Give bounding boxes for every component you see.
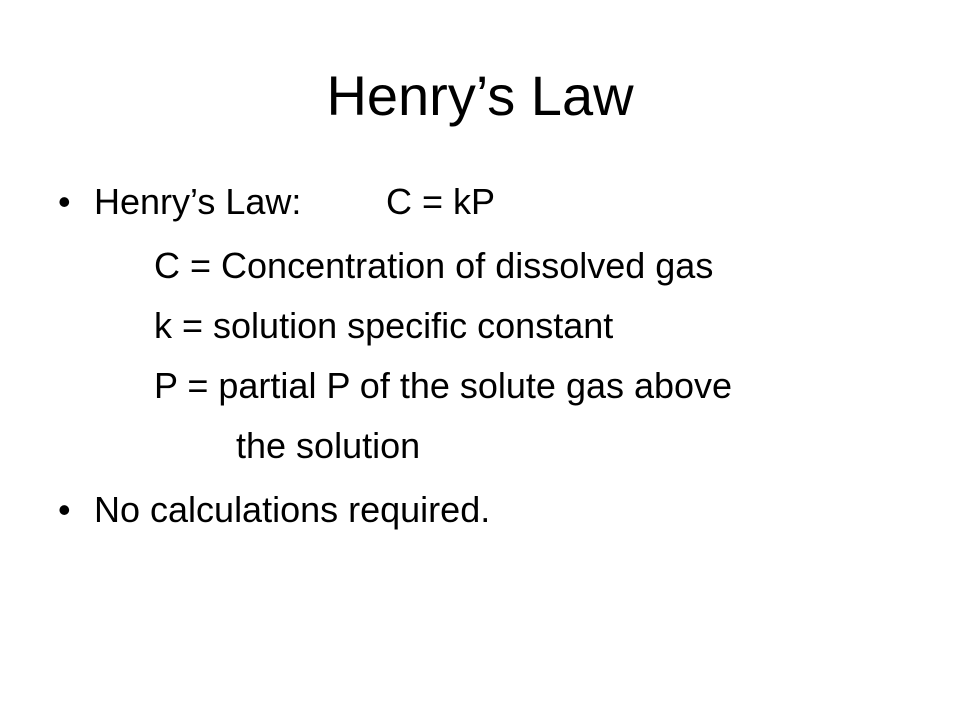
definition-p-continued: the solution: [236, 425, 421, 466]
note-text: No calculations required.: [94, 489, 491, 530]
law-label: Henry’s Law:: [94, 181, 302, 222]
definition-c: C = Concentration of dissolved gas: [154, 245, 714, 286]
definition-k: k = solution specific constant: [154, 305, 614, 346]
law-equation: C = kP: [386, 181, 496, 222]
slide-title: Henry’s Law: [326, 64, 634, 127]
bullet-marker: •: [58, 489, 71, 530]
definition-p: P = partial P of the solute gas above: [154, 365, 733, 406]
bullet-marker: •: [58, 181, 71, 222]
